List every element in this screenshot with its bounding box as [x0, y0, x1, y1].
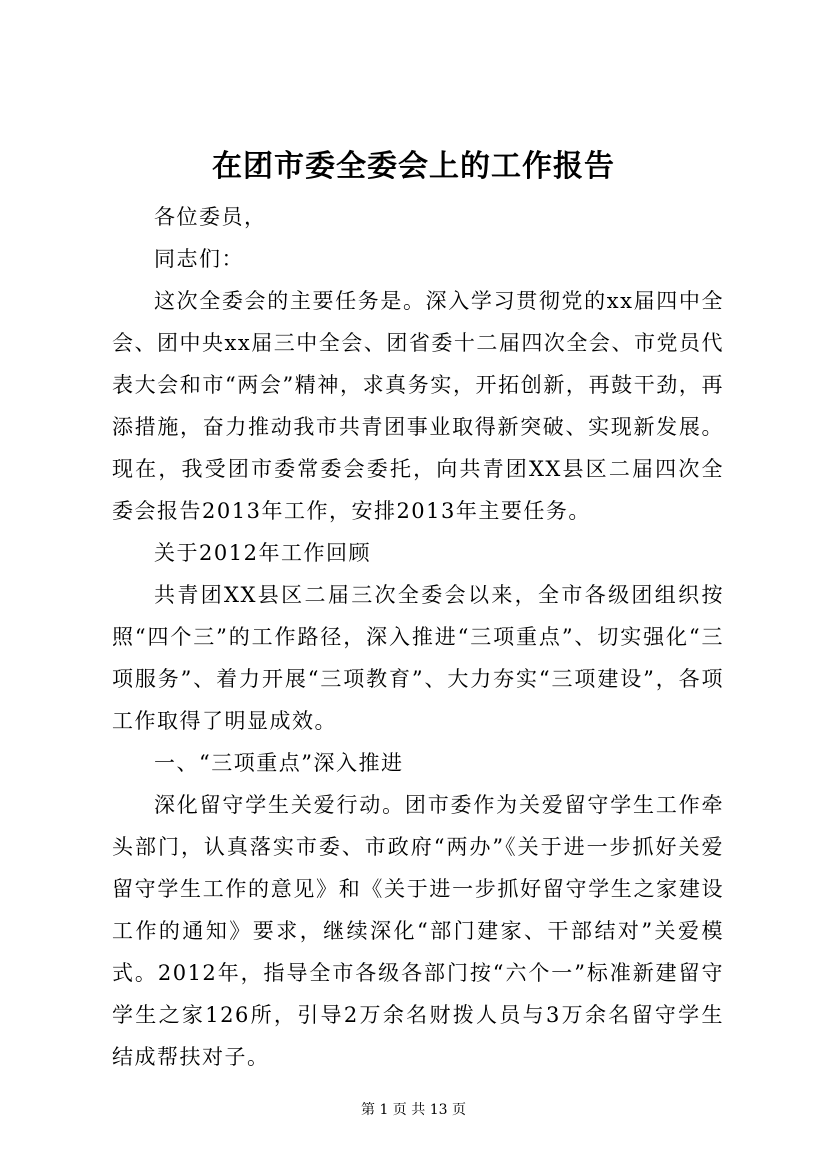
body-paragraph: 这次全委会的主要任务是。深入学习贯彻党的xx届四中全会、团中央xx届三中全会、团省委十二届四次全会、市党员代表大会和市“两会”精神，求真务实，开拓创新，再鼓干劲，再添措施，奋力推动我市共青团事业取得新突破、实现新发展。现在，我受团市委常委会委托，向共青团XX县区二届四次全委会报告2013年工作，安排2013年主要任务。	[112, 289, 724, 523]
section-heading: 关于2012年工作回顾	[154, 541, 371, 565]
subsection-heading: 一、“三项重点”深入推进	[154, 751, 404, 775]
salutation-paragraph: 各位委员，	[154, 205, 267, 229]
body-paragraph: 深化留守学生关爱行动。团市委作为关爱留守学生工作牵头部门，认真落实市委、市政府“两办”《关于进一步抓好关爱留守学生工作的意见》和《关于进一步抓好留守学生之家建设工作的通知》要求，继续深化“部门建家、干部结对”关爱模式。2012年，指导全市各级各部门按“六个一”标准新建留守学生之家126所，引导2万余名财拨人员与3万余名留守学生结成帮扶对子。	[112, 793, 724, 1069]
document-title: 在团市委全委会上的工作报告	[212, 149, 615, 184]
document-body	[112, 196, 724, 1078]
body-paragraph: 共青团XX县区二届三次全委会以来，全市各级团组织按照“四个三”的工作路径，深入推进“三项重点”、切实强化“三项服务”、着力开展“三项教育”、大力夯实“三项建设”，各项工作取得了明显成效。	[112, 583, 724, 733]
salutation-paragraph: 同志们：	[154, 247, 244, 271]
page-number-footer: 第 1 页 共 13 页	[361, 1102, 466, 1118]
